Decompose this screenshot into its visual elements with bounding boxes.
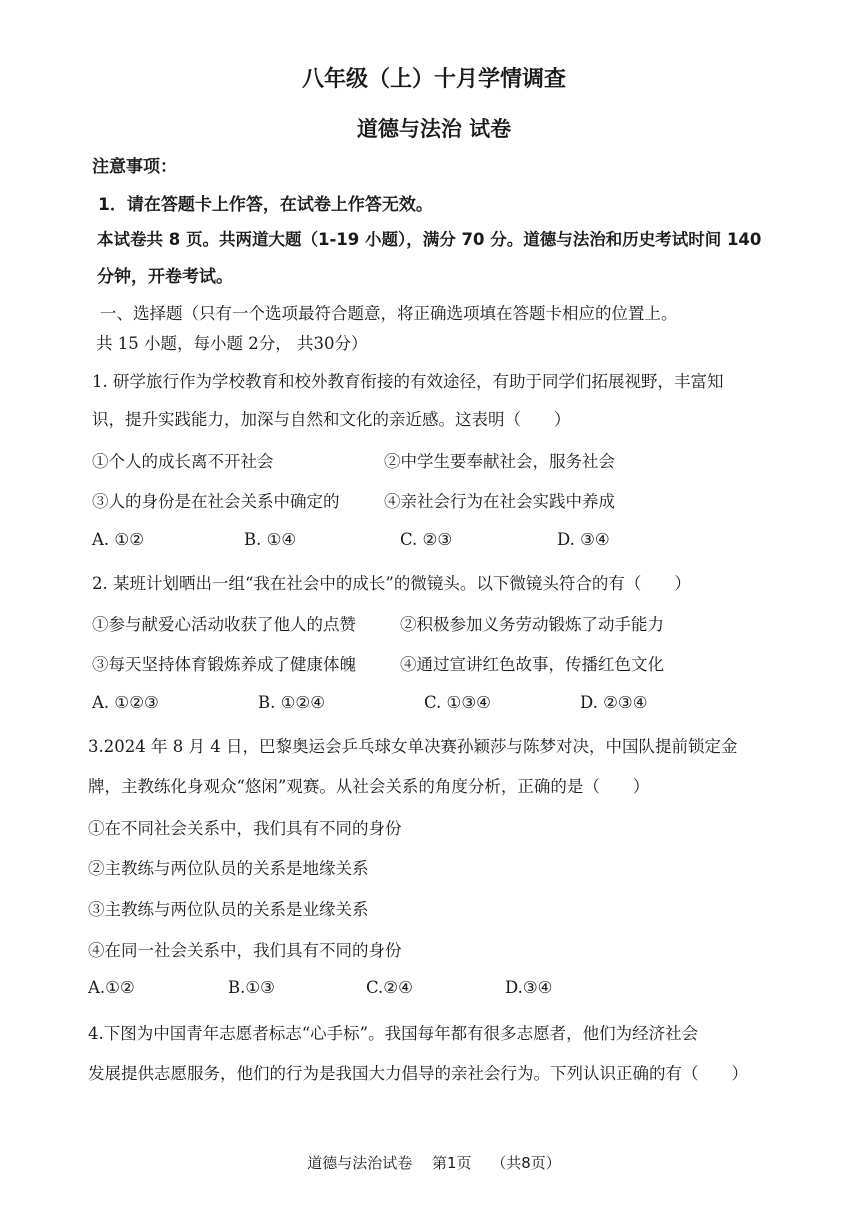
- q3-stem-line-2: 牌，主教练化身观众“悠闲”观赛。从社会关系的角度分析，正确的是（ ）: [88, 777, 650, 796]
- q1-option-b: B. ①④: [244, 530, 297, 549]
- q3-option-d: D.③④: [505, 978, 553, 997]
- section-1-heading-line-1: 一、选择题（只有一个选项最符合题意，将正确选项填在答题卡相应的位置上。: [100, 304, 678, 323]
- q1-option-a: A. ①②: [92, 530, 144, 549]
- q1-stem-line-1: 1. 研学旅行作为学校教育和校外教育衔接的有效途径，有助于同学们拓展视野，丰富知: [92, 372, 724, 391]
- exam-subtitle: 道德与法治 试卷: [356, 117, 512, 141]
- exam-title: 八年级（上）十月学情调查: [301, 67, 566, 92]
- q3-statement-3: ③主教练与两位队员的关系是业缘关系: [88, 900, 369, 919]
- q1-statement-2: ②中学生要奉献社会，服务社会: [384, 452, 615, 471]
- q2-statement-4: ④通过宣讲红色故事，传播红色文化: [400, 655, 664, 674]
- q2-option-a: A. ①②③: [92, 693, 159, 712]
- q3-option-c: C.②④: [366, 978, 413, 997]
- q1-stem-line-2: 识，提升实践能力，加深与自然和文化的亲近感。这表明（ ）: [92, 410, 571, 429]
- notice-item-1: 1．请在答题卡上作答，在试卷上作答无效。: [98, 195, 433, 215]
- q3-stem-line-1: 3.2024 年 8 月 4 日，巴黎奥运会乒乓球女单决赛孙颖莎与陈梦对决，中国队提前锁定金: [88, 737, 738, 756]
- q1-statement-3: ③人的身份是在社会关系中确定的: [92, 492, 340, 511]
- q1-option-c: C. ②③: [400, 530, 453, 549]
- section-1-heading-line-2: 共 15 小题，每小题 2分， 共30分）: [96, 334, 368, 353]
- q2-option-c: C. ①③④: [424, 693, 491, 712]
- q2-statement-3: ③每天坚持体育锻炼养成了健康体魄: [92, 655, 356, 674]
- q4-stem-line-1: 4.下图为中国青年志愿者标志“心手标”。我国每年都有很多志愿者，他们为经济社会: [88, 1024, 699, 1043]
- q1-statement-1: ①个人的成长离不开社会: [92, 452, 274, 471]
- notice-heading: 注意事项：: [92, 157, 177, 177]
- q2-statement-1: ①参与献爱心活动收获了他人的点赞: [92, 615, 356, 634]
- q3-option-b: B.①③: [228, 978, 275, 997]
- q3-statement-4: ④在同一社会关系中，我们具有不同的身份: [88, 941, 402, 960]
- q3-statement-1: ①在不同社会关系中，我们具有不同的身份: [88, 819, 402, 838]
- q1-statement-4: ④亲社会行为在社会实践中养成: [384, 492, 615, 511]
- q2-option-b: B. ①②④: [258, 693, 325, 712]
- q2-stem: 2. 某班计划晒出一组“我在社会中的成长”的微镜头。以下微镜头符合的有（ ）: [92, 574, 691, 593]
- q2-option-d: D. ②③④: [580, 693, 648, 712]
- page-footer: 道德与法治试卷 第1页 （共8页）: [307, 1154, 561, 1172]
- q3-option-a: A.①②: [88, 978, 135, 997]
- notice-item-2-line-2: 分钟，开卷考试。: [97, 267, 233, 287]
- q1-option-d: D. ③④: [557, 530, 610, 549]
- q3-statement-2: ②主教练与两位队员的关系是地缘关系: [88, 859, 369, 878]
- notice-item-2-line-1: 本试卷共 8 页。共两道大题（1-19 小题），满分 70 分。道德与法治和历史考试时间 140: [97, 230, 762, 249]
- q4-stem-line-2: 发展提供志愿服务，他们的行为是我国大力倡导的亲社会行为。下列认识正确的有（ ）: [88, 1064, 748, 1083]
- q2-statement-2: ②积极参加义务劳动锻炼了动手能力: [400, 615, 664, 634]
